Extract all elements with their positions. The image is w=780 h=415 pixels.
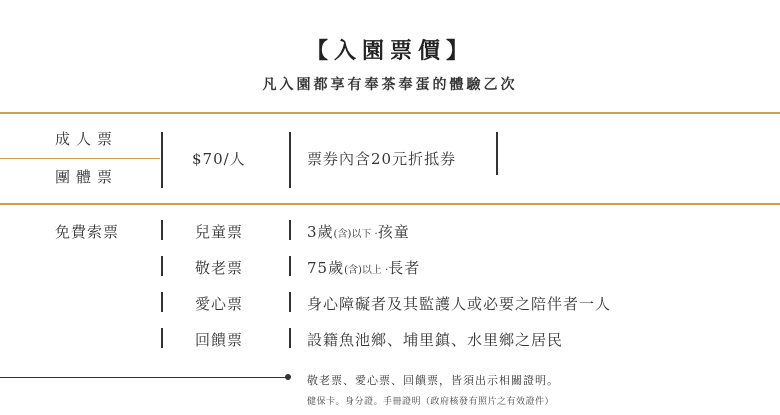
adult-ticket-label: 成人票 (55, 130, 119, 148)
column-divider (161, 256, 163, 276)
page-title: 【入園票價】 (305, 38, 474, 64)
top-divider (0, 112, 780, 114)
column-divider (289, 132, 291, 188)
column-divider (289, 292, 291, 312)
column-divider (289, 328, 291, 348)
free-ticket-desc: 75歲(含)以上 ·長者 (307, 259, 421, 277)
column-divider (496, 132, 498, 175)
column-divider (289, 220, 291, 240)
free-ticket-desc: 設籍魚池鄉、埔里鎮、水里鄉之居民 (307, 331, 564, 349)
free-ticket-type: 兒童票 (195, 223, 244, 241)
column-divider (289, 256, 291, 276)
free-ticket-type: 愛心票 (195, 295, 244, 313)
footer-note: 健保卡。身分證。手冊證明（政府核發有照片之有效證件） (307, 397, 555, 407)
page-subtitle: 凡入園都享有奉茶奉蛋的體驗乙次 (262, 77, 518, 93)
free-ticket-desc: 3歲(含)以下 ·孩童 (307, 223, 410, 241)
column-divider (161, 292, 163, 312)
free-ticket-type: 回饋票 (195, 331, 244, 349)
free-ticket-label: 免費索票 (55, 223, 120, 241)
column-divider (161, 220, 163, 240)
footer-note: 敬老票、愛心票、回饋票，皆須出示相關證明。 (307, 374, 559, 387)
footer-dot (285, 374, 291, 380)
footer-line (0, 377, 289, 378)
free-ticket-type: 敬老票 (195, 259, 244, 277)
group-ticket-label: 團體票 (55, 168, 119, 186)
column-divider (161, 328, 163, 348)
free-ticket-desc: 身心障礙者及其監護人或必要之陪伴者一人 (307, 295, 612, 313)
middle-divider (0, 203, 780, 205)
paid-label-divider (0, 158, 160, 159)
column-divider (161, 132, 163, 188)
ticket-price: $70/人 (192, 150, 246, 168)
price-note: 票券內含20元折抵券 (307, 150, 457, 168)
